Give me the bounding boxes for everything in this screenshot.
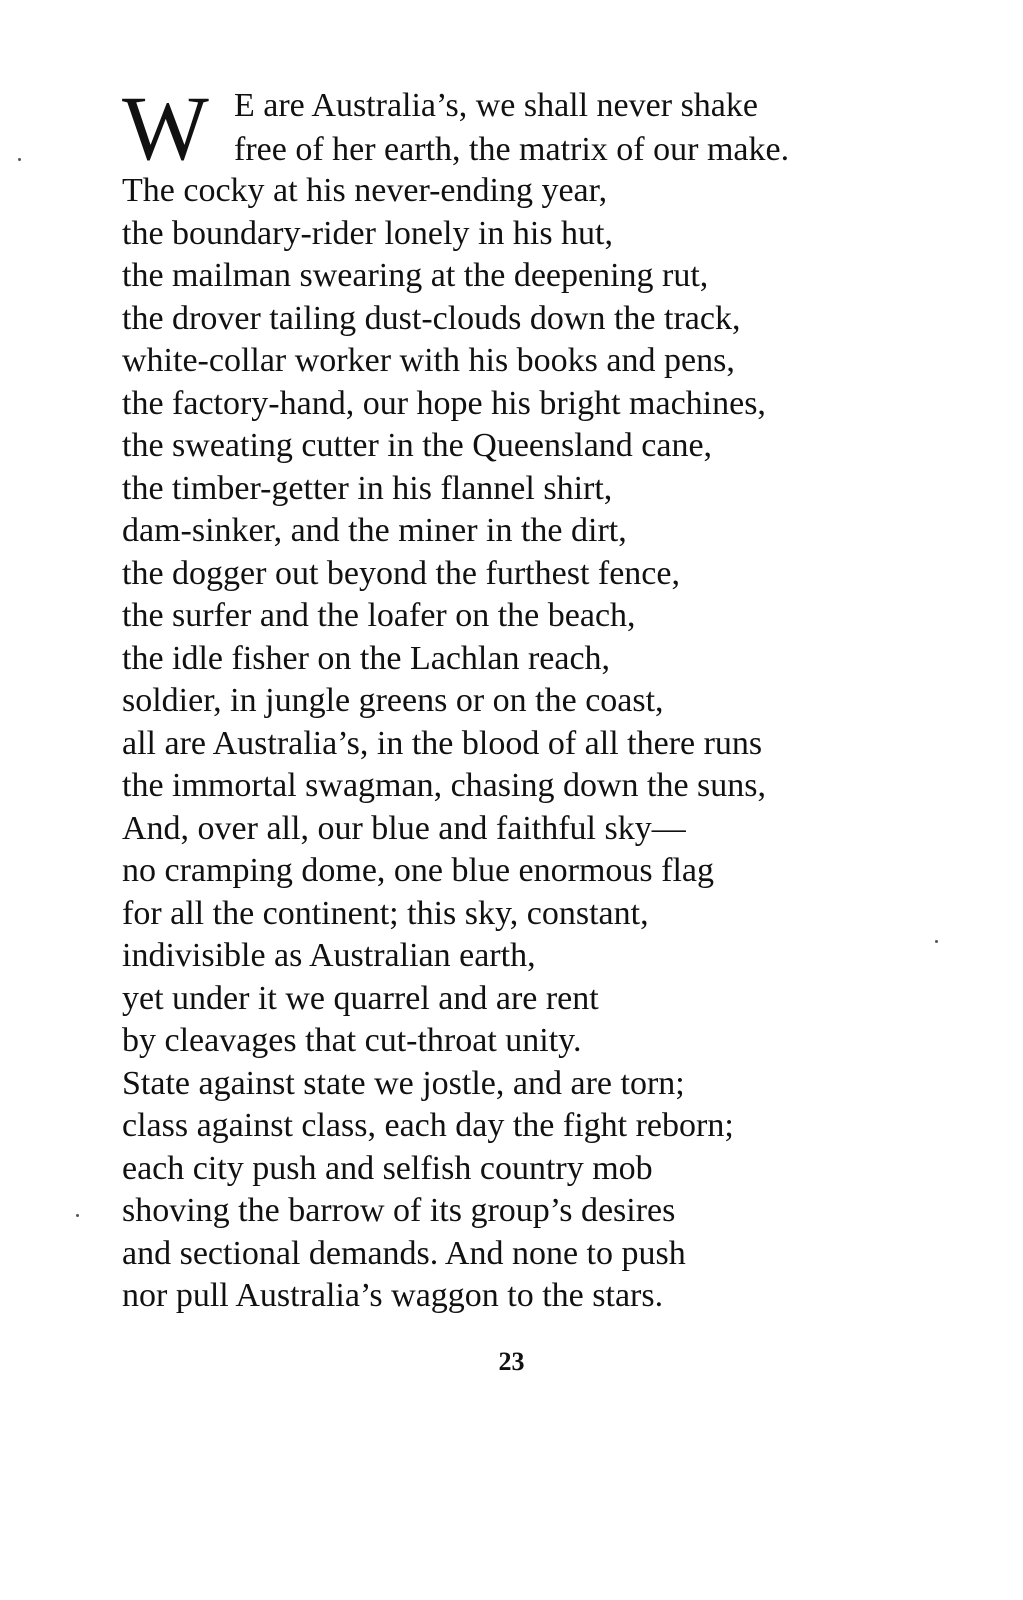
poem-line: and sectional demands. And none to push — [122, 1234, 686, 1272]
poem-line: The cocky at his never-ending year, — [122, 172, 608, 209]
poem-line: each city push and selfish country mob — [122, 1149, 653, 1187]
poem-line: the immortal swagman, chasing down the suns, — [122, 767, 767, 804]
poem-line: the surfer and the loafer on the beach, — [122, 597, 636, 634]
page-number: 23 — [498, 1347, 525, 1376]
poem-line: white-collar worker with his books and pens, — [122, 342, 735, 379]
poem-line: nor pull Australia’s waggon to the stars. — [122, 1277, 664, 1314]
poem-line: free of her earth, the matrix of our make. — [234, 131, 790, 168]
poem-line: E are Australia’s, we shall never shake — [234, 87, 758, 124]
poem-line: the idle fisher on the Lachlan reach, — [122, 639, 611, 677]
poem-line: State against state we jostle, and are torn; — [122, 1064, 685, 1102]
poem-line: dam-sinker, and the miner in the dirt, — [122, 512, 627, 549]
poem-line: all are Australia’s, in the blood of all there runs — [122, 724, 763, 762]
poem-line: shoving the barrow of its group’s desires — [122, 1192, 676, 1229]
scan-speck — [76, 1214, 79, 1217]
poem-line: by cleavages that cut-throat unity. — [122, 1022, 582, 1059]
poem-line: for all the continent; this sky, constant, — [122, 894, 649, 932]
poem-line: class against class, each day the fight reborn; — [122, 1107, 734, 1144]
poem-opening — [122, 77, 982, 179]
drop-cap: W — [122, 77, 209, 179]
poem-line: indivisible as Australian earth, — [122, 937, 536, 974]
poem-line: the sweating cutter in the Queensland cane, — [122, 427, 713, 464]
scan-speck — [935, 940, 938, 943]
poem-line: the dogger out beyond the furthest fence, — [122, 554, 680, 592]
poem-line: yet under it we quarrel and are rent — [122, 979, 599, 1017]
poem-line: the timber-getter in his flannel shirt, — [122, 469, 613, 507]
scan-speck — [18, 158, 21, 161]
poem-line: soldier, in jungle greens or on the coast, — [122, 682, 664, 719]
poem-line: the boundary-rider lonely in his hut, — [122, 214, 614, 252]
poem-line: the factory-hand, our hope his bright machines, — [122, 384, 766, 422]
poem-lines — [122, 170, 982, 1318]
poem-line: And, over all, our blue and faithful sky— — [122, 809, 686, 847]
poem-line: no cramping dome, one blue enormous flag — [122, 852, 715, 889]
poem-line: the drover tailing dust-clouds down the track, — [122, 299, 741, 337]
poem-line: the mailman swearing at the deepening rut, — [122, 257, 709, 294]
poem — [122, 77, 982, 1318]
